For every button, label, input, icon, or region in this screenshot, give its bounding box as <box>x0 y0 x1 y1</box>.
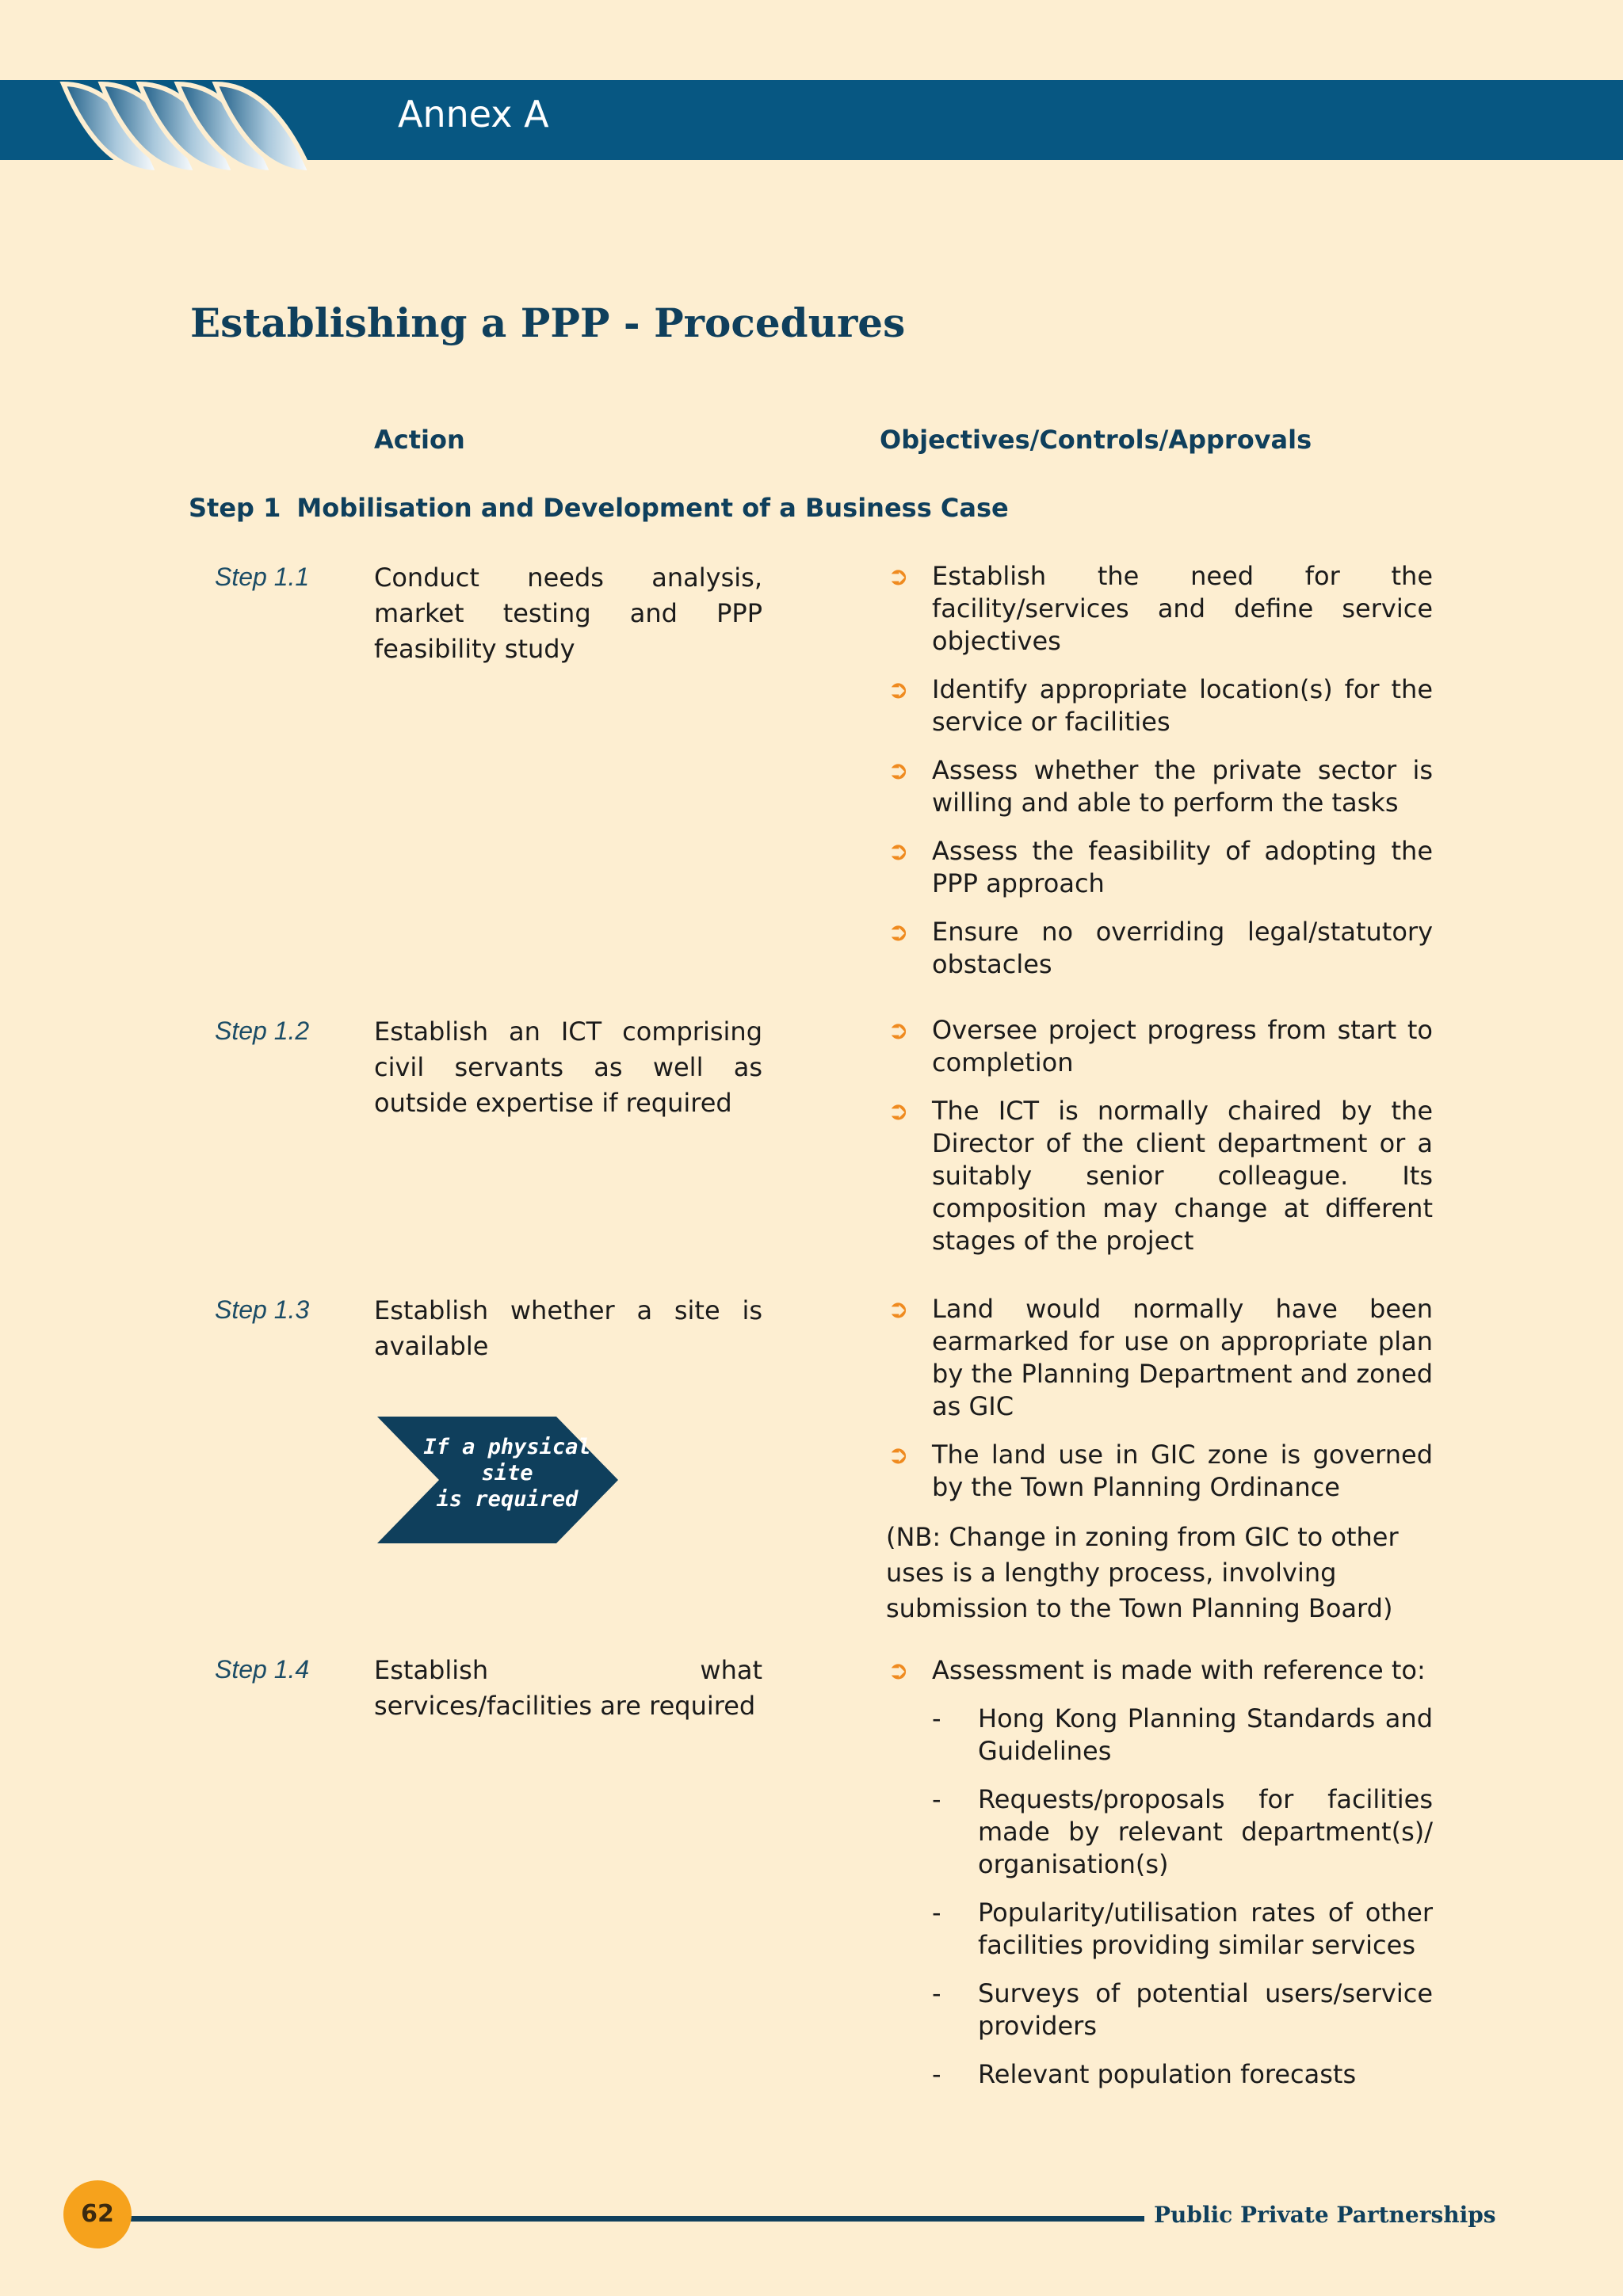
arrow-bullet-icon: ➲ <box>888 1096 909 1126</box>
page-title: Establishing a PPP - Procedures <box>190 299 906 346</box>
action-text: Establish what services/facilities are required <box>374 1655 762 1721</box>
list-item: ➲ The land use in GIC zone is governed by the Town Planning Ordinance <box>888 1440 1433 1502</box>
list-item: ➲ Land would normally have been earmarked for use on appropriate plan by the Planning Department and zoned as GIC <box>888 1294 1433 1421</box>
arrow-bullet-icon: ➲ <box>888 561 909 591</box>
footer-rule <box>125 2216 1144 2222</box>
list-item: ➲ The ICT is normally chaired by the Director of the client department or a suitably senior colleague. Its composition may change at different stages of the project <box>888 1096 1433 1256</box>
arrow-bullet-icon: ➲ <box>888 1655 909 1685</box>
step-label: Step 1.2 <box>215 1016 310 1045</box>
decorative-stripes-icon <box>55 70 372 181</box>
chevron-label: If a physical site is required <box>423 1435 591 1512</box>
arrow-bullet-icon: ➲ <box>888 674 909 704</box>
action-text: Establish an ICT comprising civil servants as well as outside expertise if required <box>374 1016 762 1118</box>
objectives-list <box>888 1293 1433 1627</box>
sub-list-item: - Popularity/utilisation rates of other facilities providing similar services <box>932 1897 1433 1960</box>
objectives-list <box>888 1014 1433 1273</box>
list-item: ➲ Assess the feasibility of adopting the PPP approach <box>888 836 1433 898</box>
annex-title: Annex A <box>398 93 549 135</box>
objectives-list <box>888 560 1433 997</box>
arrow-bullet-icon: ➲ <box>888 1440 909 1470</box>
step-label: Step 1.3 <box>215 1295 310 1324</box>
sub-list-item: - Surveys of potential users/service providers <box>932 1978 1433 2041</box>
column-header-action: Action <box>374 425 465 455</box>
step-title: Mobilisation and Development of a Business Case <box>296 493 1009 523</box>
list-item: ➲ Assessment is made with reference to: <box>888 1655 1426 1685</box>
arrow-bullet-icon: ➲ <box>888 917 909 947</box>
footer-title: Public Private Partnerships <box>1154 2202 1496 2228</box>
list-item: ➲ Oversee project progress from start to completion <box>888 1015 1433 1077</box>
column-header-objectives: Objectives/Controls/Approvals <box>880 425 1312 455</box>
list-item: ➲ Establish the need for the facility/services and define service objectives <box>888 561 1433 656</box>
arrow-bullet-icon: ➲ <box>888 1015 909 1045</box>
objectives-list <box>888 1654 1433 2107</box>
sub-list-item: - Requests/proposals for facilities made by relevant department(s)/ organisation(s) <box>932 1784 1433 1879</box>
step-label: Step 1.4 <box>215 1655 310 1684</box>
note-text: (NB: Change in zoning from GIC to other uses is a lengthy process, involving submission to the Town Planning Board) <box>886 1522 1399 1623</box>
action-text: Conduct needs analysis, market testing and PPP feasibility study <box>374 563 762 664</box>
action-text: Establish whether a site is available <box>374 1295 762 1361</box>
step-label: Step 1.1 <box>215 563 310 591</box>
list-item: ➲ Assess whether the private sector is willing and able to perform the tasks <box>888 755 1433 818</box>
step-heading <box>189 493 1009 523</box>
page-number: 62 <box>63 2180 132 2248</box>
arrow-bullet-icon: ➲ <box>888 836 909 866</box>
sub-list-item: - Hong Kong Planning Standards and Guidelines <box>932 1703 1433 1766</box>
list-item: ➲ Identify appropriate location(s) for the service or facilities <box>888 674 1433 737</box>
arrow-bullet-icon: ➲ <box>888 1294 909 1324</box>
arrow-bullet-icon: ➲ <box>888 755 909 785</box>
list-item: ➲ Ensure no overriding legal/statutory obstacles <box>888 917 1433 979</box>
step-number: Step 1 <box>189 493 281 523</box>
sub-list-item: - Relevant population forecasts <box>932 2059 1357 2089</box>
